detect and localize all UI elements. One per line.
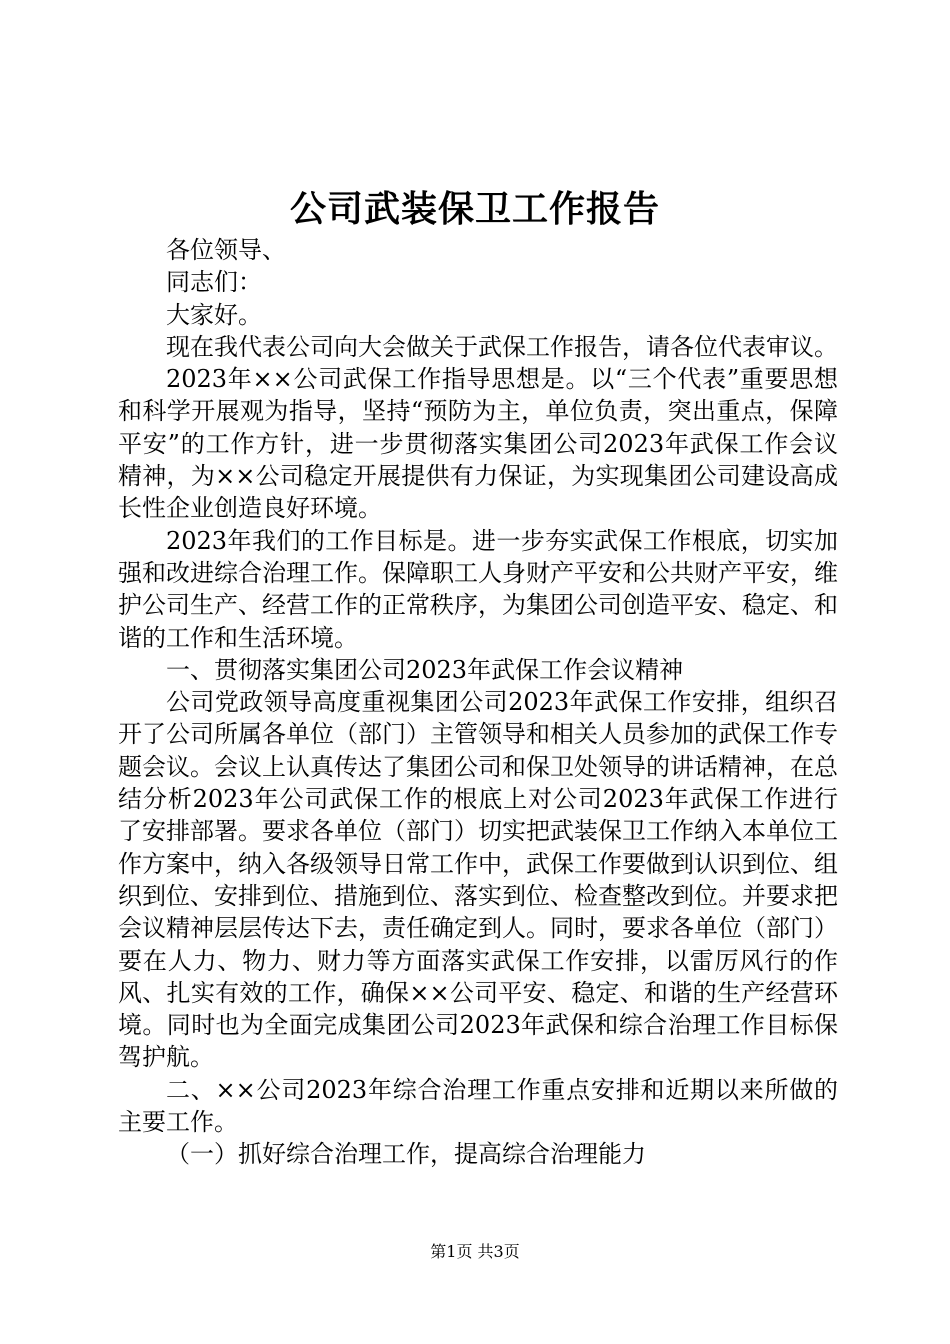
document-body — [118, 234, 838, 1171]
page-number-footer: 第1页 共3页 — [430, 1242, 520, 1261]
subsection-heading-1: （一）抓好综合治理工作，提高综合治理能力 — [166, 1140, 646, 1169]
document-title: 公司武装保卫工作报告 — [289, 188, 660, 230]
section-heading-1: 一、贯彻落实集团公司2023年武保工作会议精神 — [166, 655, 684, 684]
section-heading-2: 二、××公司2023年综合治理工作重点安排和近期以来所做的主要工作。 — [118, 1075, 838, 1137]
salutation-leaders: 各位领导、 — [166, 236, 286, 264]
paragraph-guiding-ideology: 2023年××公司武保工作指导思想是。以“三个代表”重要思想和科学开展观为指导，坚持“预防为主，单位负责，突出重点，保障平安”的工作方针，进一步贯彻落实集团公司2023年武保工作会议精神，为××公司稳定开展提供有力保证，为实现集团公司建设高成长性企业创造良好环境。 — [118, 365, 838, 523]
paragraph-meeting: 公司党政领导高度重视集团公司2023年武保工作安排，组织召开了公司所属各单位（部门）主管领导和相关人员参加的武保工作专题会议。会议上认真传达了集团公司和保卫处领导的讲话精神，在总结分析2023年公司武保工作的根底上对公司2023年武保工作进行了安排部署。要求各单位（部门）切实把武装保卫工作纳入本单位工作方案中，纳入各级领导日常工作中，武保工作要做到认识到位、组织到位、安排到位、措施到位、落实到位、检查整改到位。并要求把会议精神层层传达下去，责任确定到人。同时，要求各单位（部门）要在人力、物力、财力等方面落实武保工作安排，以雷厉风行的作风、扎实有效的工作，确保××公司平安、稳定、和谐的生产经营环境。同时也为全面完成集团公司2023年武保和综合治理工作目标保驾护航。 — [118, 688, 838, 1072]
salutation-comrades: 同志们： — [166, 268, 262, 297]
greeting: 大家好。 — [166, 300, 262, 329]
paragraph-work-goals: 2023年我们的工作目标是。进一步夯实武保工作根底，切实加强和改进综合治理工作。保障职工人身财产平安和公共财产平安，维护公司生产、经营工作的正常秩序，为集团公司创造平安、稳定、和谐的工作和生活环境。 — [118, 526, 838, 652]
paragraph-intro: 现在我代表公司向大会做关于武保工作报告，请各位代表审议。 — [166, 332, 838, 361]
